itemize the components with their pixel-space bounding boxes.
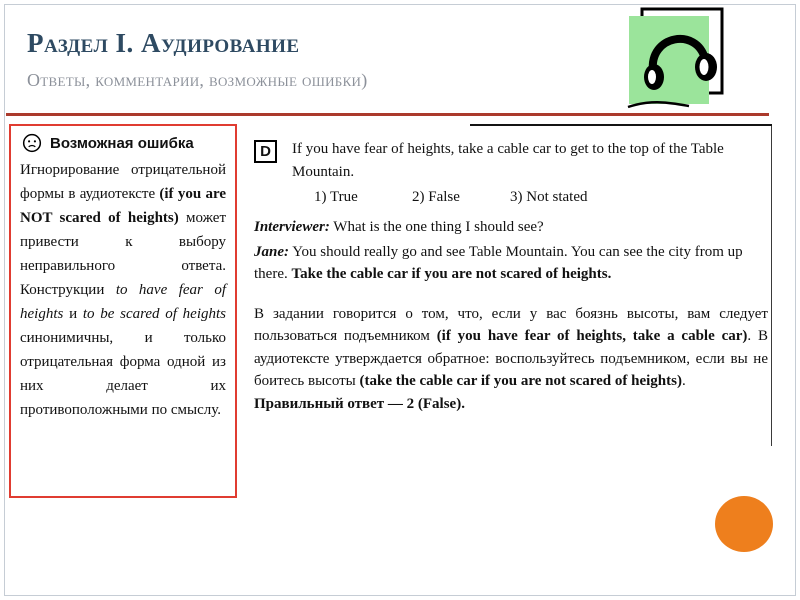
task-question: If you have fear of heights, take a cable car to get to the top of the Table Mountain. <box>292 141 724 180</box>
scan-artifact-line <box>470 124 772 126</box>
task-header <box>254 138 761 183</box>
explanation-bold-segment: (if you have fear of heights, take a cable car) <box>436 328 748 344</box>
answer-options <box>314 189 761 206</box>
error-text-bold-segment: (if you are NOT scared of heights) <box>20 186 226 226</box>
title-divider <box>6 113 769 116</box>
dialogue-text: What is the one thing I should see? <box>329 219 544 235</box>
option-false: 2) False <box>412 189 460 205</box>
dialogue-text: You should really go and see Table Mountain. You can see the city from up there. <box>254 243 743 282</box>
task-letter-box: D <box>254 140 277 163</box>
error-text-segment: Игнорирование отрицательной формы в аудиотексте <box>20 162 226 202</box>
error-text-segment: и <box>63 306 83 322</box>
explanation-segment: В задании говорится о том, что, если у вас боязнь высоты, вам следует пользоваться подъемником <box>254 305 768 344</box>
error-text-segment: может привести к выбору неправильного ответа. Конструкции <box>20 210 226 298</box>
error-box-text <box>20 158 226 422</box>
error-text-italic-segment: to be scared of heights <box>82 306 226 322</box>
option-true: 1) True <box>314 189 358 205</box>
correct-answer-text: Правильный ответ — 2 (False). <box>254 395 465 412</box>
page-subtitle: Ответы, комментарии, возможные ошибки) <box>27 70 368 90</box>
headphones-icon <box>627 7 727 113</box>
explanation-segment: . <box>681 373 686 389</box>
dialogue-jane <box>254 241 766 286</box>
dialogue-bold-text: Take the cable car if you are not scared of heights. <box>291 266 612 282</box>
error-box-title: Возможная ошибка <box>50 134 194 152</box>
possible-error-box <box>9 124 237 498</box>
sad-face-icon <box>22 133 42 153</box>
speaker-label: Jane: <box>254 243 289 260</box>
option-not-stated: 3) Not stated <box>510 189 588 205</box>
orange-circle-decoration <box>715 496 773 552</box>
task-panel <box>248 124 772 446</box>
page-title: Раздел I. Аудирование <box>27 28 300 58</box>
dialogue-interviewer <box>254 216 766 239</box>
error-text-italic-segment: to have fear of heights <box>20 282 226 322</box>
explanation-bold-segment: (take the cable car if you are not scared of heights) <box>359 373 682 389</box>
explanation-text <box>254 303 768 393</box>
error-box-header <box>22 133 226 153</box>
speaker-label: Interviewer: <box>254 219 330 235</box>
error-text-segment: синонимичны, и только отрицательная форма одной из них делает их противоположными по смыслу. <box>20 330 226 418</box>
explanation-segment: . В аудиотексте утверждается обратное: воспользуйтесь подъемником, если вы не боитесь высоты <box>254 328 768 389</box>
